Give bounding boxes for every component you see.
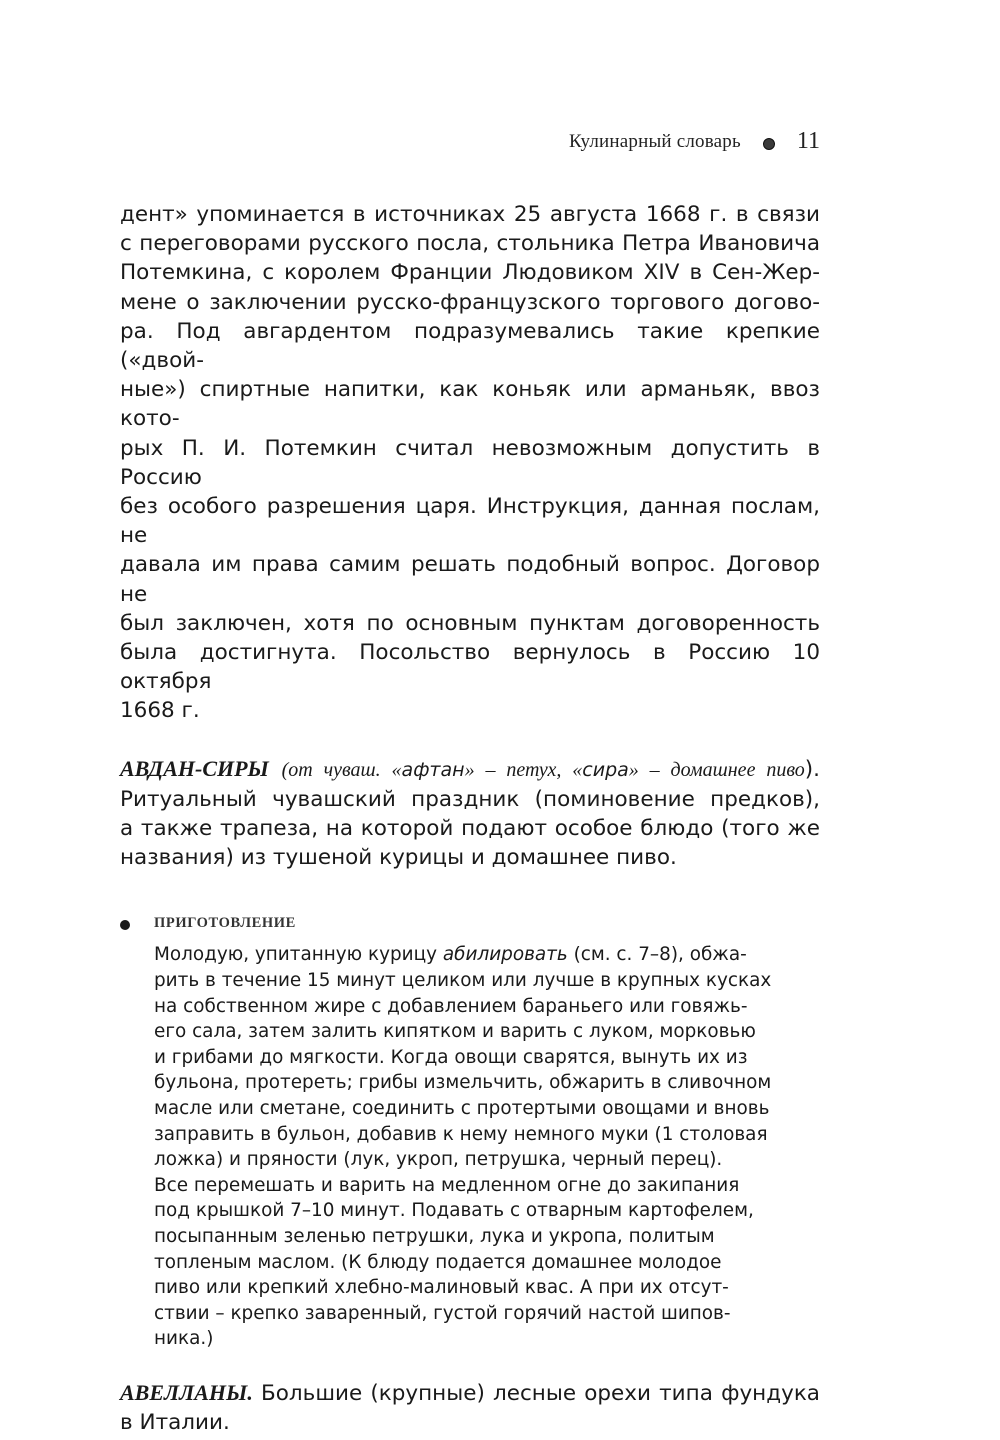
text-line: Ритуальный чувашский праздник (поминовение предков),	[120, 786, 820, 812]
text-line: масле или сметане, соединить с протертыми овощами и вновь	[154, 1098, 770, 1120]
text-line: рых П. И. Потемкин считал невозможным допустить в Россию	[120, 435, 820, 490]
text-line: ра. Под авгардентом подразумевались такие крепкие («двой-	[120, 318, 820, 374]
continuation-paragraph	[120, 200, 820, 726]
text-line: ника.)	[154, 1328, 214, 1350]
entry-heading-line	[120, 754, 820, 785]
text-run: Большие (крупные) лесные орехи типа фундука	[252, 1380, 820, 1406]
page-body	[120, 200, 820, 1437]
etymology	[282, 759, 805, 781]
bullet-icon	[120, 920, 130, 930]
etymology-gloss: » – петух, «	[464, 758, 583, 781]
text-line: пиво или крепкий хлебно-малиновый квас. А при их отсут-	[154, 1277, 729, 1299]
text-line: ствии – крепко заваренный, густой горячий настой шипов-	[154, 1302, 731, 1324]
bullet-dot-icon	[763, 138, 775, 150]
entry-headword: АВЕЛЛАНЫ.	[120, 1379, 253, 1405]
recipe-text	[154, 942, 820, 1352]
etymology-paren-open: (	[281, 758, 289, 781]
text-line: Потемкина, с королем Франции Людовиком XIV в Сен-Жер-	[120, 260, 820, 286]
text-line: ные») спиртные напитки, как коньяк или арманьяк, ввоз кото-	[120, 377, 820, 432]
recipe-label: ПРИГОТОВЛЕНИЕ	[154, 915, 296, 932]
text-line: с переговорами русского посла, стольника Петра Ивановича	[120, 231, 820, 257]
text-line: дент» упоминается в источниках 25 августа 1668 г. в связи	[120, 202, 820, 227]
entry-heading-line	[120, 1378, 820, 1408]
text-line: заправить в бульон, добавив к нему немного муки (1 столовая	[154, 1123, 768, 1145]
text-run: Молодую, упитанную курицу	[154, 944, 443, 966]
etymology-source: от чуваш. «	[288, 758, 402, 781]
text-line: без особого разрешения царя. Инструкция, данная послам, не	[120, 494, 820, 549]
text-line: ложка) и пряности (лук, укроп, петрушка, черный перец).	[154, 1149, 723, 1171]
text-line: на собственном жире с добавлением бараньего или говяжь-	[154, 995, 748, 1017]
text-line: Все перемешать и варить на медленном огне до закипания	[154, 1174, 740, 1196]
cross-reference-term: абилировать	[442, 944, 568, 966]
text-line: мене о заключении русско-французского торгового догово-	[120, 289, 820, 315]
text-line: топленым маслом. (К блюду подается домашнее молодое	[154, 1251, 722, 1273]
text-line: его сала, затем залить кипятком и варить с луком, морковью	[154, 1021, 756, 1043]
etymology-word: афтан	[401, 758, 465, 781]
text-line: и грибами до мягкости. Когда овощи сварятся, вынуть их из	[154, 1046, 748, 1068]
running-head-title: Кулинарный словарь	[569, 130, 741, 152]
page-number: 11	[796, 128, 820, 154]
text-line: под крышкой 7–10 минут. Подавать с отварным картофелем,	[154, 1200, 754, 1222]
etymology-word: сира	[582, 758, 629, 781]
entry-headword: АВДАН-СИРЫ	[120, 755, 269, 781]
text-line: в Италии.	[120, 1410, 230, 1436]
recipe-block	[120, 912, 820, 1352]
etymology-paren-close: ).	[804, 756, 820, 782]
text-line: посыпанным зеленью петрушки, лука и укропа, политым	[154, 1226, 715, 1247]
text-line: был заключен, хотя по основным пунктам договоренность	[120, 610, 820, 636]
running-head	[569, 128, 820, 155]
text-line: а также трапеза, на которой подают особое блюдо (того же	[120, 816, 820, 842]
text-line: давала им права самим решать подобный вопрос. Договор не	[120, 552, 820, 607]
text-line: была достигнута. Посольство вернулось в Россию 10 октября	[120, 640, 820, 695]
text-line: рить в течение 15 минут целиком или лучше в крупных кусках	[154, 970, 772, 992]
text-line: 1668 г.	[120, 698, 200, 724]
text-line: названия) из тушеной курицы и домашнее пиво.	[120, 845, 677, 871]
etymology-gloss: » – домашнее пиво	[628, 758, 805, 781]
dictionary-entry-avdan-siry	[120, 754, 820, 873]
text-run: (см. с. 7–8), обжа-	[567, 944, 747, 966]
text-line	[154, 942, 820, 968]
dictionary-entry-avellany	[120, 1378, 820, 1437]
text-line: бульона, протереть; грибы измельчить, обжарить в сливочном	[154, 1072, 772, 1094]
